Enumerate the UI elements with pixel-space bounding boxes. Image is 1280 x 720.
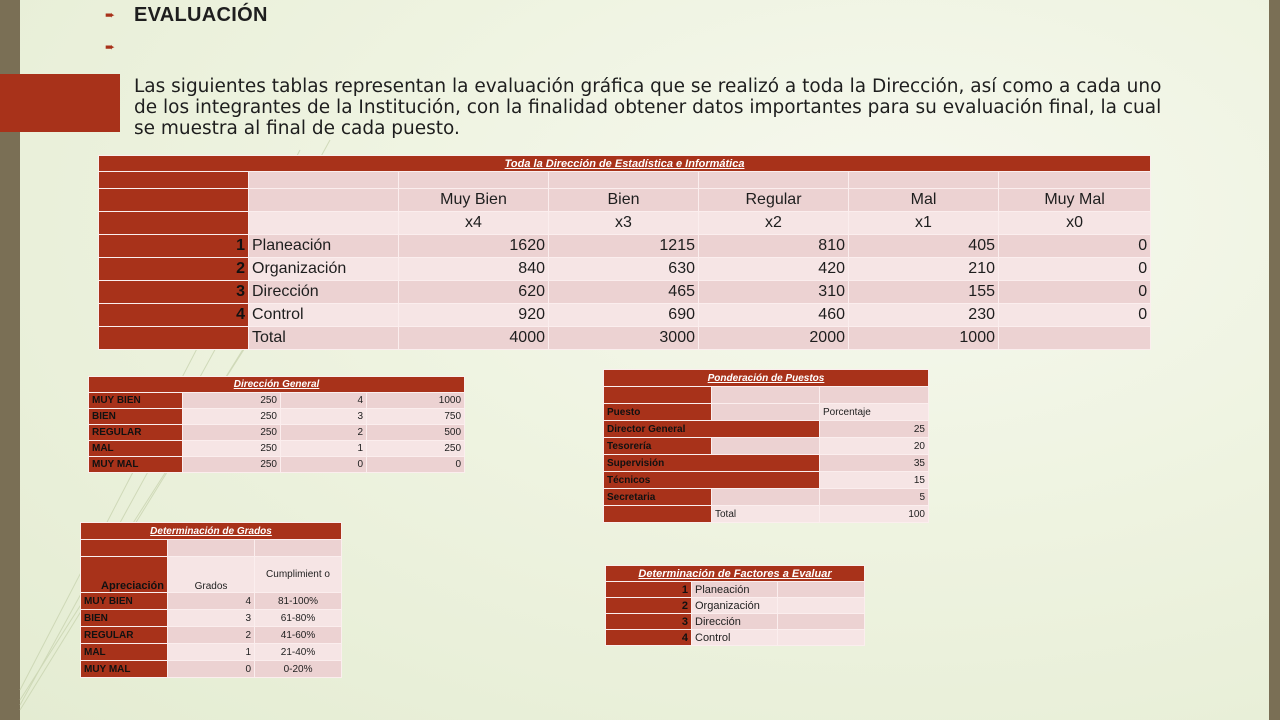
column-header: Regular xyxy=(699,189,849,212)
table-row: 1 Planeación xyxy=(606,582,865,598)
total-row: Total 100 xyxy=(604,506,929,523)
determinacion-grados-table xyxy=(80,522,342,678)
table-row: REGULAR 2 41-60% xyxy=(81,627,342,644)
table-row: Tesorería 20 xyxy=(604,438,929,455)
weight-header: x0 xyxy=(999,212,1151,235)
header-porcentaje: Porcentaje xyxy=(820,404,929,421)
table-row: BIEN 3 61-80% xyxy=(81,610,342,627)
table-row: 3 Dirección xyxy=(606,614,865,630)
table-row: BIEN 250 3 750 xyxy=(89,409,465,425)
table-row: 4 Control xyxy=(606,630,865,646)
header-puesto: Puesto xyxy=(604,404,712,421)
table-row: MAL 250 1 250 xyxy=(89,441,465,457)
table-row: 3 Dirección 620 465 310 155 0 xyxy=(99,281,1151,304)
header-apreciacion: Apreciación xyxy=(81,557,168,593)
table-row: Supervisión 35 xyxy=(604,455,929,472)
weight-header: x2 xyxy=(699,212,849,235)
table-row: Técnicos 15 xyxy=(604,472,929,489)
table-row: MUY BIEN 250 4 1000 xyxy=(89,393,465,409)
table-row: MUY BIEN 4 81-100% xyxy=(81,593,342,610)
ponderacion-title: Ponderación de Puestos xyxy=(604,370,929,387)
bullet-icon: ➨ xyxy=(105,8,116,22)
page-heading: EVALUACIÓN xyxy=(134,4,268,26)
weight-header: x4 xyxy=(399,212,549,235)
table-row: Secretaria 5 xyxy=(604,489,929,506)
table-row: MUY MAL 250 0 0 xyxy=(89,457,465,473)
weight-header: x1 xyxy=(849,212,999,235)
total-row: Total 4000 3000 2000 1000 xyxy=(99,327,1151,350)
table-row: 4 Control 920 690 460 230 0 xyxy=(99,304,1151,327)
column-header: Muy Bien xyxy=(399,189,549,212)
intro-paragraph: Las siguientes tablas representan la evaluación gráfica que se realizó a toda la Dirección, así como a cada uno de los integrantes de la Institución, con la finalidad obtener datos importantes para su evaluación final, la cual se muestra al final de cada puesto. xyxy=(134,76,1162,139)
table-row: REGULAR 250 2 500 xyxy=(89,425,465,441)
ponderacion-puestos-table xyxy=(603,369,929,523)
column-header: Mal xyxy=(849,189,999,212)
column-header: Muy Mal xyxy=(999,189,1151,212)
table-row: 2 Organización 840 630 420 210 0 xyxy=(99,258,1151,281)
table-row: 1 Planeación 1620 1215 810 405 0 xyxy=(99,235,1151,258)
main-evaluation-table xyxy=(98,155,1151,350)
table-row: MAL 1 21-40% xyxy=(81,644,342,661)
table-row: 2 Organización xyxy=(606,598,865,614)
table-row: MUY MAL 0 0-20% xyxy=(81,661,342,678)
factores-title: Determinación de Factores a Evaluar xyxy=(606,566,865,582)
header-grados: Grados xyxy=(168,557,255,593)
factores-evaluar-table xyxy=(605,565,865,646)
direccion-general-title: Dirección General xyxy=(89,377,465,393)
column-header: Bien xyxy=(549,189,699,212)
grados-title: Determinación de Grados xyxy=(81,523,342,540)
bullet-icon: ➨ xyxy=(105,40,116,54)
header-cumplimiento: Cumplimient o xyxy=(255,557,342,593)
right-decorative-bar xyxy=(1269,0,1280,720)
main-table-title: Toda la Dirección de Estadística e Informática xyxy=(99,156,1151,172)
table-row: Director General 25 xyxy=(604,421,929,438)
accent-block xyxy=(0,74,120,132)
weight-header: x3 xyxy=(549,212,699,235)
direccion-general-table xyxy=(88,376,465,473)
